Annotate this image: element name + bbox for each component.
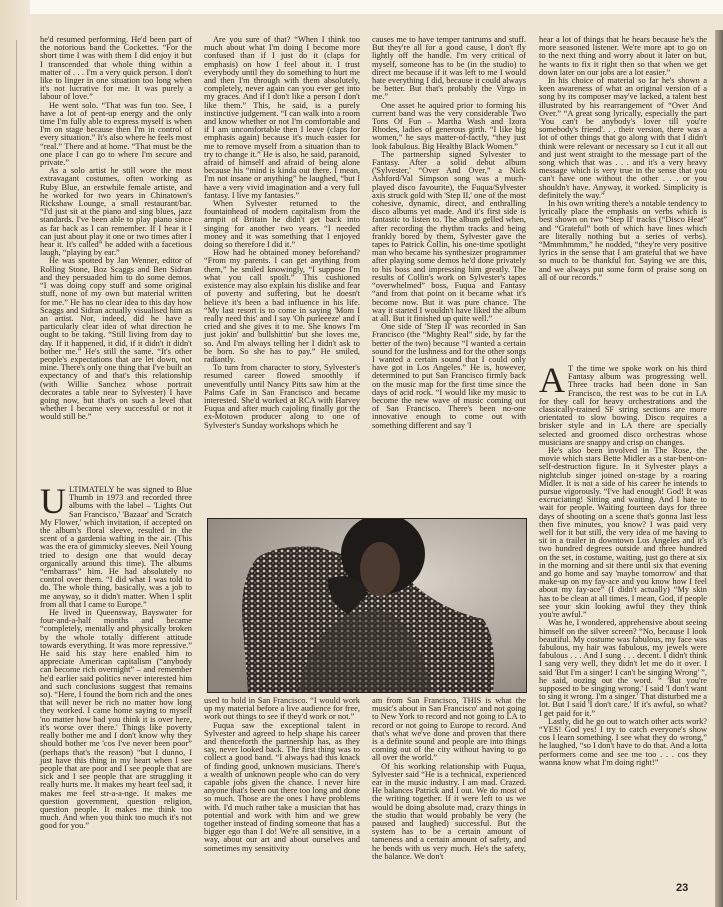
page-top-margin bbox=[0, 0, 723, 14]
paragraph-text: T the time we spoke work on his third Fantasy album was progressing well. Three tracks had been done in San Francisco, the rest was to be cut in LA for they call for heavy orchestrations and the classically-trained SF string sections are more orientated to slow bowing. Disco requires a brisker style and in LA there are specially selected and groomed disco orchestras whose musicians are snappy and crisp on changes. bbox=[539, 364, 707, 447]
paragraph: Was he, I wondered, apprehensive about seeing himself on the silver screen? “No, because I look beautiful. My costume was fabulous, my face was fabulous, my hair was fabulous, my jewels were fabulous . . . And I sung . . . decent. I didn't think I sang very well, they didn't let me do it over. I said 'But I'm a singer! I can't be singing Wrong' ”, he said, oozing out the word. “ 'But you're supposed to be singing wrong.' I said 'I don't want to sing it wrong. I'm a singer.' That disturbed me a lot. But I said 'I don't care.' If it's awful, so what? I get paid for it.” bbox=[539, 618, 708, 718]
column-1-top bbox=[40, 36, 192, 422]
paragraph: Are you sure of that? “When I think too much about what I'm doing I become more confused than if I just do it (claps for emphasis) on how I feel about it. I trust everybody until they do something to hurt me and then I'm through with them absolutely, completely, never again can you ever get into my graces. And if I don't like a person I don't like them.” This, he said, is a purely instinctive judgement. “I can walk into a room and know whether or not I'm comfortable and if I am uncomfortable then I leave (claps for emphasis again) because it's much easier for me to remove myself from a situation than to try to change it.” He is also, he said, paranoid, afraid of himself and afraid of being alone because his “mind is kinda out there. I mean, I'm not insane or anything” he laughed, “but I have a very vivid imagination and a very full fantasy. I live my fantasies.” bbox=[204, 35, 360, 200]
paragraph: He was spotted by Jan Wenner, editor of Rolling Stone, Boz Scaggs and Ben Sidran and they persuaded him to do some demos. “I was doing copy stuff and some original stuff, none of my own but material written for me.” He has no clear idea to this day how Scaggs and Sidran actually visualised him as an artist. Nor, indeed, did he have a particularly clear idea of what direction he ought to be taking. “Still living from day to day. If it happened, it did, if it didn't it didn't bother me.” He's still the same. “It's other people's expectations that are let down, not mine. There's only one thing that I've built an expectancy of and that's this relationship (with Willie Sanchez whose portrait decorates a table near to Sylvester) I have going now, but that's on such a level that whether I became very successful or not it would still be.” bbox=[40, 256, 192, 422]
paragraph: He went solo. “That was fun too. See, I have a lot of pent-up energy and the only time I'm fully able to express myself is when I'm on stage because then I'm in control of every situation.” It's also where he feels most “real.” There and at home. “That must be the one place I can go to where I'm secure and private.” bbox=[40, 100, 192, 168]
binding-crease bbox=[16, 40, 17, 900]
drop-cap: U bbox=[40, 481, 66, 521]
paragraph: When Sylvester returned to the fountainhead of modern capitalism from the armpit of Britain he didn't get back into singing for another two years. “I needed money and it was something that I enjoyed doing so therefore I did it.” bbox=[204, 199, 360, 250]
column-4-top bbox=[539, 36, 707, 282]
column-2-top bbox=[204, 36, 360, 430]
paragraph: To turn from character to story, Sylvester's resumed career flowed smoothly if uneventfully until Nancy Pitts saw him at the Palms Cafe in San Francisco and became interested. She'd worked at RCA with Harvey Fuqua and after much cajoling finally got the ex-Motown producer along to one of Sylvester's Sunday workshops which he bbox=[204, 363, 360, 430]
paragraph: He lived in Queensway, Bayswater for four-and-a-half months and became “completely, mentally and physically broken by the whole totally different attitude towards everything. It was more repressive.” He said his stay here enabled him to appreciate American capitalism (“anybody can become rich overnight” – and remember he'd earlier said politics never interested him and such conclusions suggest that remains so). “Here, I found the born rich and the ones that will never be rich no matter how long they worked. I came home saying to myself 'no matter how bad you think it is over here, it's worse over there.' Things like poverty really bother me and I don't know why they should bother me 'cos I've never been poor” (perhaps that's the reason) “but I dunno, I just have this thing in my heart when I see people that are poor and I see people that are sick and I see people that are struggling it really hurts me. It makes my heart feel sad, it makes me feel str-a-a-nge. It makes me question government, question religion, question people. It makes me think too much. And when you think too much it's not good for you.” bbox=[40, 608, 192, 831]
paragraph: he'd resumed performing. He'd been part of the notorious band the Cockettes. “For the short time I was with them I did enjoy it but I transcended that whole thing within a matter of . . . I'm a very quick person. I don't like to linger in one situation too long when it's not lucrative for me. It was purely a labour of love.” bbox=[40, 35, 192, 102]
paragraph bbox=[40, 481, 192, 609]
column-2-bottom bbox=[204, 697, 360, 853]
paragraph: Fuqua saw the exceptional talent in Sylvester and agreed to help shape his career and thenceforth the partnership has, as they say, never looked back. The first thing was to collect a good band. “I always had this knack of finding good, unknown musicians. There's a wealth of unknown people who can do very capable jobs given the chance. I never hire anyone that's been out there too long and done so much. Those are the ones I have problems with. I'd much rather take a musician that has potential and work with him and we grew together instead of finding someone that has a bigger ego than I do! We're all sensitive, in a way, about our art and about ourselves and sometimes my sensitivity bbox=[204, 720, 360, 853]
paragraph: Lastly, did he go out to watch other acts work? “YES! God yes! I try to catch everyone's show cos I learn something. I see what they do wrong,” he laughed, “so I don't have to do that. And a lotta performers come and see me too . . . cos they wanna know what I'm doing right!” bbox=[539, 716, 707, 767]
paragraph: Of his working relationship with Fuqua, Sylvester said “He is a technical, experienced ear in the music industry. I am mad. Crazed. He balances Patrick and I out. We do most of the writing together. If it were left to us we would be doing absolute mad, crazy things in the studio that would probably be very (he paused and laughed) successful. But the system has to be a certain amount of tameness and a certain amount of safety, and he bends with us very much. He's the safety, the balance. We don't bbox=[372, 761, 526, 861]
page-edge bbox=[715, 30, 723, 907]
paragraph: In his choice of material so far he's shown a keen awareness of what an original version of a song by its composer may've lacked, a talent best illustrated by his rearrangement of “Over And Over.” “A great song lyrically, especially the part 'You can't be anybody's lover till you're somebody's friend'. . . their version, there was a lot of other things that go along with that I didn't think were relevant or necessary so I cut it all out and just went straight to the message part of the song which that was . . . and it's a very heavy message which is very true in the sense that you can't have one without the other . . . or you shouldn't have. Anyway, it worked. Simplicity is definitely the way.” bbox=[539, 76, 707, 200]
column-4-bottom bbox=[539, 360, 708, 767]
page-binding-shadow bbox=[0, 0, 30, 907]
portrait-photo bbox=[207, 518, 527, 693]
paragraph: He's also been involved in The Rose, the movie which stars Bette Midler as a star-bent-on-self-destruction figure. In it Sylvester plays a nightclub singer joined on-stage by a roaring Midler. It is not a side of his career he intends to pursue vigorously. “I've had enough! God! It was excruciating! Sitting and waiting. And I hate to wait for people. Waiting fourteen days for three days of shooting on a scene that's gonna last less then five minutes, you know? I was paid very well for it but still, the very idea of me having to sit in a trailer in downtown Los Angeles and it's two hundred degrees outside and three hundred on the set, in costume, waiting, just go there at six in the morning and sit there until six that evening and go home and say 'maybe tomorrow' and that make-up on my fay-ace and you know how I feel about my fay-ace” (I didn't actually) “My skin has to be clean at all times. I mean, God, if people see your skin looking awful they they think you're awful.” bbox=[539, 446, 707, 620]
paragraph: As a solo artist he still wore the most extravagant costumes, often working as Ruby Blue, an erstwhile female artiste, and he worked for two years in Chinatown's Rickshaw Lounge, a small restaurant/bar. “I'd just sit at the piano and sing blues, jazz standards. I've been able to play piano since as far back as I can remember. If I hear it I can just about play it one or two times after I hear it. It's called” he added with a facetious laugh, “playing by ear.” bbox=[40, 166, 192, 258]
paragraph: am from San Francisco, THIS is what the music's about in San Francisco' and not going to New York to record and not going to LA to record or not going to Europe to record. And that's what we've done and proven that there is a definite sound and people are into things coming out of the city without having to go all over the world.” bbox=[372, 696, 526, 763]
paragraph: How had he obtained money beforehand? “From my parents. I can get anything from them,” he smiled knowingly, “I suppose I'm what you call spoilt.” This cushioned existence may also explain his dislike and fear of poverty and suffering, but he doesn't believe it's been a bad influence in his life. “My last resort is to come in saying 'Mom I really need this' and I say 'Oh purleeeze' and I cried and she gives it to me. She knows I'm just jokin' and bullshittin' but she loves me, so. And I'm always telling her I didn't ask to be born. So she has to pay.” He smiled, radiantly. bbox=[204, 248, 360, 364]
page-number: 23 bbox=[676, 882, 689, 894]
paragraph: The partnership signed Sylvester to Fantasy. After a solid debut album ('Sylvester,' “Over And Over,” a Nick Ashford/Val Simpson song was a much-played disco favourite), the Fuqua/Sylvester axis struck gold with 'Step II,' one of the most cohesive, dynamic, direct, and enthralling disco albums yet made. And it's first side is fantastic to listen to. The album gelled when, after recording the rhythm tracks and being frankly bored by them, Sylvester gave the tapes to Patrick Collin, his one-time spotlight man who became his synthesizer programmer after playing some demos he'd done privately to his boss and impressing him greatly. The results of Collin's work on Sylvester's tapes “overwhelmed” boss, Fuqua and Fantasy “and from that point on it became what it's become now. But it was pure chance. The way it started I wouldn't have liked the album at all. But it finished up quite well.” bbox=[372, 149, 526, 323]
paragraph: causes me to have temper tantrums and stuff. But they're all for a good cause, I don't fly lightly off the handle. I'm very critical of myself, someone has to be (in the studio) to direct me because if it was left to me I would hate everything I did, because it could always be better. But that's probably the Virgo in me.” bbox=[372, 35, 526, 102]
paragraph: hear a lot of things that he hears because he's the more seasoned listener. We're more apt to go on to the next thing and worry about it later on but, he wants to fix it right then so that when we get down later on our jobs are a lot easier.” bbox=[539, 35, 707, 77]
paragraph-text: LTIMATELY he was signed to Blue Thumb in 1973 and recorded three albums with the label – 'Lights Out San Francisco,' 'Bazaar' and 'Scratch My Flower,' which invitation, if accepted on the album's floral sleeve, resulted in the scent of a gardenia wafting in the air. (This was the era of gimmicky sleeves. Neil Young tried to design one that would decay organically around this time). The albums “embarrass” him. He had absolutely no control over them. “I did what I was told to do. The whole thing, basically, was a job to me anyway, so it didn't matter. When I split from all that I came to Europe.” bbox=[40, 485, 192, 609]
column-1-bottom bbox=[40, 481, 192, 831]
paragraph: One asset he aquired prior to forming his current band was the very considerable Two Tons Of Fun – Martha Wash and Izora Rhodes, ladies of generous girth. “I like big women,” he says matter-of-factly, “they just look fabulous. Big Healthy Black Women.” bbox=[372, 100, 526, 151]
paragraph: used to hold in San Francisco. “I would work up my material before a live audience for free, work out things to see if they'd work or not.” bbox=[204, 696, 360, 722]
column-3-top bbox=[372, 36, 526, 430]
portrait-image bbox=[208, 519, 526, 692]
drop-cap: A bbox=[539, 360, 565, 400]
paragraph bbox=[539, 360, 707, 447]
column-3-bottom bbox=[372, 697, 526, 861]
paragraph: One side of 'Step II' was recorded in San Francisco (the “Mighty Real” side, by far the better of the two) because “I wanted a certain sound for the lushness and for the other songs I wanted a certain sound that I could only have got in Los Angeles.” He is, however, determined to put San Francisco firmly back on the music map for the first time since the days of acid rock. “I would like my music to become the new wave of music coming out of San Francisco. There's been no-one innovative enough to come out with something different and say 'I bbox=[372, 322, 526, 430]
paragraph: In his own writing there's a notable tendency to lyrically place the emphasis on verbs which is best shown on two “Step II' tracks (“Disco Heat” and “Grateful” both of which have lines which are literally nothing but a series of verbs). “Mmmhmmm,” he nodded, “they're very positive lyrics in the sense that I am grateful that we have so much to be thankful for. Saying we are this, and we always put some form of praise song on all of our records.” bbox=[539, 199, 707, 282]
